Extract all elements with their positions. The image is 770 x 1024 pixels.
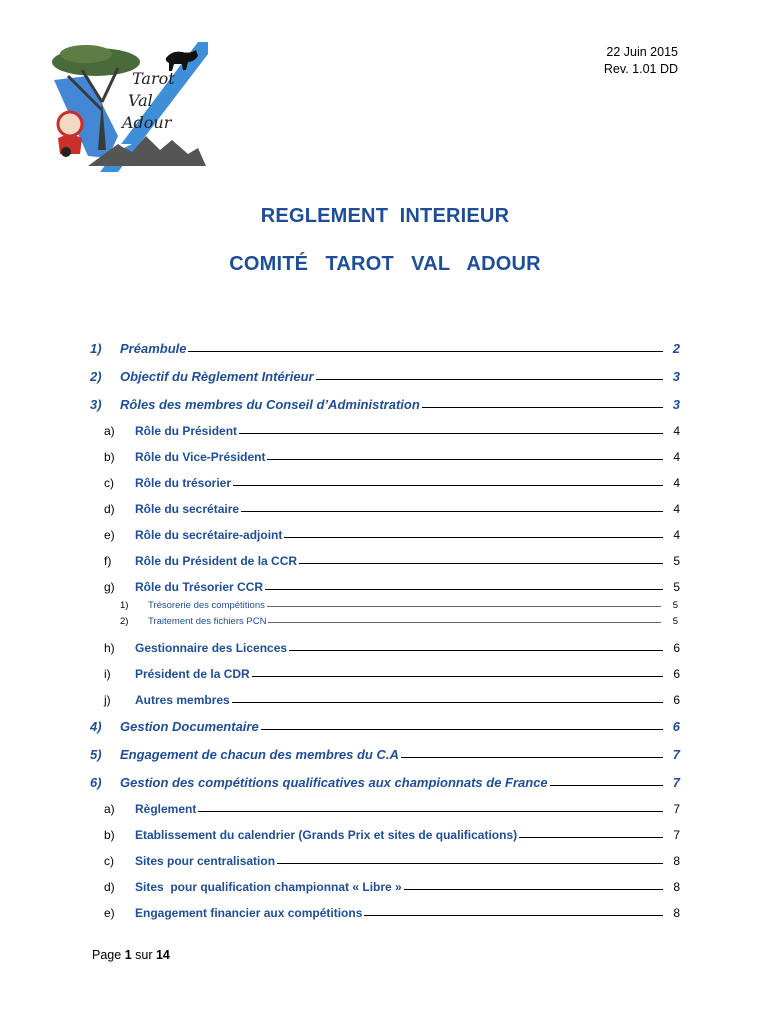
- toc-leader-line: [277, 863, 663, 864]
- toc-entry-number: 1): [120, 600, 129, 611]
- toc-entry[interactable]: [120, 616, 678, 627]
- toc-entry-page: 4: [673, 424, 680, 438]
- toc-entry[interactable]: [90, 719, 680, 734]
- toc-leader-line: [232, 702, 663, 703]
- toc-entry-number: a): [104, 424, 115, 438]
- toc-entry[interactable]: [104, 828, 680, 842]
- toc-entry-page: 6: [673, 693, 680, 707]
- toc-entry[interactable]: [90, 775, 680, 790]
- toc-entry[interactable]: [120, 600, 678, 611]
- toc-entry-page: 8: [673, 906, 680, 920]
- toc-entry[interactable]: [104, 502, 680, 516]
- page-footer: [92, 948, 170, 962]
- toc-entry-page: 7: [672, 747, 680, 762]
- toc-leader-line: [265, 589, 663, 590]
- toc-entry-number: 1): [90, 341, 102, 356]
- toc-entry[interactable]: [104, 476, 680, 490]
- toc-leader-line: [550, 785, 663, 786]
- document-date: 22 Juin 2015: [606, 45, 678, 59]
- toc-leader-line: [267, 606, 661, 607]
- toc-entry-number: h): [104, 641, 115, 655]
- toc-entry[interactable]: [104, 667, 680, 681]
- toc-entry-label: Gestionnaire des Licences: [135, 641, 288, 655]
- toc-entry-label: Rôles des membres du Conseil d’Administration: [120, 397, 420, 412]
- toc-entry-label: Rôle du Président: [135, 424, 238, 438]
- toc-entry[interactable]: [104, 906, 680, 920]
- toc-leader-line: [198, 811, 663, 812]
- toc-entry-page: 7: [673, 828, 680, 842]
- toc-leader-line: [241, 511, 663, 512]
- footer-of-word: sur: [135, 948, 153, 962]
- toc-leader-line: [299, 563, 663, 564]
- toc-entry-page: 4: [673, 528, 680, 542]
- toc-entry-page: 6: [673, 641, 680, 655]
- document-header-info: [604, 44, 678, 78]
- toc-entry[interactable]: [104, 450, 680, 464]
- toc-entry[interactable]: [104, 854, 680, 868]
- toc-entry-number: e): [104, 528, 115, 542]
- toc-leader-line: [268, 622, 661, 623]
- toc-entry-page: 5: [672, 616, 678, 627]
- toc-leader-line: [233, 485, 663, 486]
- toc-entry-label: Préambule: [120, 341, 187, 356]
- toc-entry-page: 4: [673, 476, 680, 490]
- footer-total-pages: 14: [155, 948, 170, 962]
- footer-page-word: Page: [92, 948, 122, 962]
- document-subtitle: COMITÉ TAROT VAL ADOUR: [229, 253, 541, 275]
- toc-leader-line: [422, 407, 663, 408]
- toc-entry-number: 6): [90, 775, 102, 790]
- toc-entry-label: Traitement des fichiers PCN: [148, 616, 267, 627]
- toc-entry-label: Rôle du secrétaire-adjoint: [135, 528, 283, 542]
- toc-entry[interactable]: [104, 580, 680, 594]
- toc-entry-number: d): [104, 502, 115, 516]
- toc-entry-label: Rôle du Trésorier CCR: [135, 580, 264, 594]
- toc-entry-number: c): [104, 476, 114, 490]
- toc-entry-number: 2): [90, 369, 102, 384]
- toc-entry-number: b): [104, 828, 115, 842]
- toc-entry-label: Règlement: [135, 802, 197, 816]
- toc-entry[interactable]: [104, 424, 680, 438]
- toc-entry-page: 5: [673, 580, 680, 594]
- toc-entry-page: 3: [672, 397, 680, 412]
- toc-entry[interactable]: [104, 880, 680, 894]
- document-revision: Rev. 1.01 DD: [603, 62, 678, 76]
- toc-entry-page: 5: [673, 554, 680, 568]
- toc-entry-number: 2): [120, 616, 129, 627]
- toc-entry[interactable]: [104, 802, 680, 816]
- toc-entry-page: 4: [673, 450, 680, 464]
- toc-entry[interactable]: [104, 693, 680, 707]
- toc-entry[interactable]: [104, 528, 680, 542]
- toc-entry-label: Objectif du Règlement Intérieur: [120, 369, 314, 384]
- toc-entry-label: Etablissement du calendrier (Grands Prix et sites de qualifications): [135, 828, 518, 842]
- toc-entry-label: Gestion des compétitions qualificatives aux championnats de France: [120, 775, 548, 790]
- toc-entry-number: 4): [90, 719, 102, 734]
- document-title: REGLEMENT INTERIEUR: [260, 205, 510, 227]
- toc-entry-page: 6: [672, 719, 680, 734]
- toc-entry-page: 6: [673, 667, 680, 681]
- toc-entry-number: a): [104, 802, 115, 816]
- toc-entry[interactable]: [90, 369, 680, 384]
- toc-entry-number: g): [104, 580, 115, 594]
- toc-leader-line: [364, 915, 663, 916]
- toc-entry-page: 3: [672, 369, 680, 384]
- toc-leader-line: [252, 676, 663, 677]
- toc-leader-line: [404, 889, 663, 890]
- logo-text-tarot: Tarot: [132, 69, 175, 88]
- toc-leader-line: [289, 650, 663, 651]
- toc-entry-page: 7: [673, 802, 680, 816]
- toc-entry[interactable]: [90, 341, 680, 356]
- toc-leader-line: [316, 379, 663, 380]
- toc-entry-number: b): [104, 450, 115, 464]
- toc-entry-number: 5): [90, 747, 102, 762]
- toc-entry[interactable]: [104, 641, 680, 655]
- footer-page-number: 1: [124, 948, 132, 962]
- toc-leader-line: [261, 729, 663, 730]
- toc-entry-number: i): [104, 667, 111, 681]
- toc-leader-line: [401, 757, 663, 758]
- toc-entry-label: Sites pour centralisation: [135, 854, 276, 868]
- toc-entry[interactable]: [90, 397, 680, 412]
- toc-entry-label: Président de la CDR: [135, 667, 250, 681]
- toc-entry-label: Trésorerie des compétitions: [148, 600, 265, 611]
- toc-entry-page: 7: [672, 775, 680, 790]
- toc-entry[interactable]: [90, 747, 680, 762]
- toc-entry-page: 8: [673, 880, 680, 894]
- toc-entry-page: 2: [672, 341, 680, 356]
- toc-leader-line: [519, 837, 663, 838]
- toc-entry-label: Autres membres: [135, 693, 230, 707]
- toc-entry-page: 4: [673, 502, 680, 516]
- toc-entry-number: 3): [90, 397, 102, 412]
- toc-entry-label: Rôle du Président de la CCR: [135, 554, 298, 568]
- logo-text-val: Val: [128, 91, 153, 110]
- toc-leader-line: [239, 433, 663, 434]
- toc-leader-line: [284, 537, 663, 538]
- tarot-val-adour-logo: [48, 40, 208, 172]
- toc-entry-label: Engagement financier aux compétitions: [135, 906, 363, 920]
- toc-entry-label: Rôle du trésorier: [135, 476, 232, 490]
- toc-entry-label: Rôle du Vice-Président: [135, 450, 266, 464]
- toc-entry[interactable]: [104, 554, 680, 568]
- toc-entry-page: 8: [673, 854, 680, 868]
- toc-entry-number: j): [104, 693, 111, 707]
- toc-entry-number: d): [104, 880, 115, 894]
- toc-leader-line: [267, 459, 663, 460]
- toc-entry-number: f): [104, 554, 112, 568]
- toc-entry-label: Gestion Documentaire: [120, 719, 259, 734]
- toc-leader-line: [188, 351, 663, 352]
- toc-entry-label: Engagement de chacun des membres du C.A: [120, 747, 399, 762]
- toc-entry-number: c): [104, 854, 114, 868]
- toc-entry-label: Rôle du secrétaire: [135, 502, 240, 516]
- toc-entry-label: Sites pour qualification championnat « Libre »: [135, 880, 402, 894]
- toc-entry-page: 5: [672, 600, 678, 611]
- logo-text-adour: Adour: [122, 113, 172, 132]
- toc-entry-number: e): [104, 906, 115, 920]
